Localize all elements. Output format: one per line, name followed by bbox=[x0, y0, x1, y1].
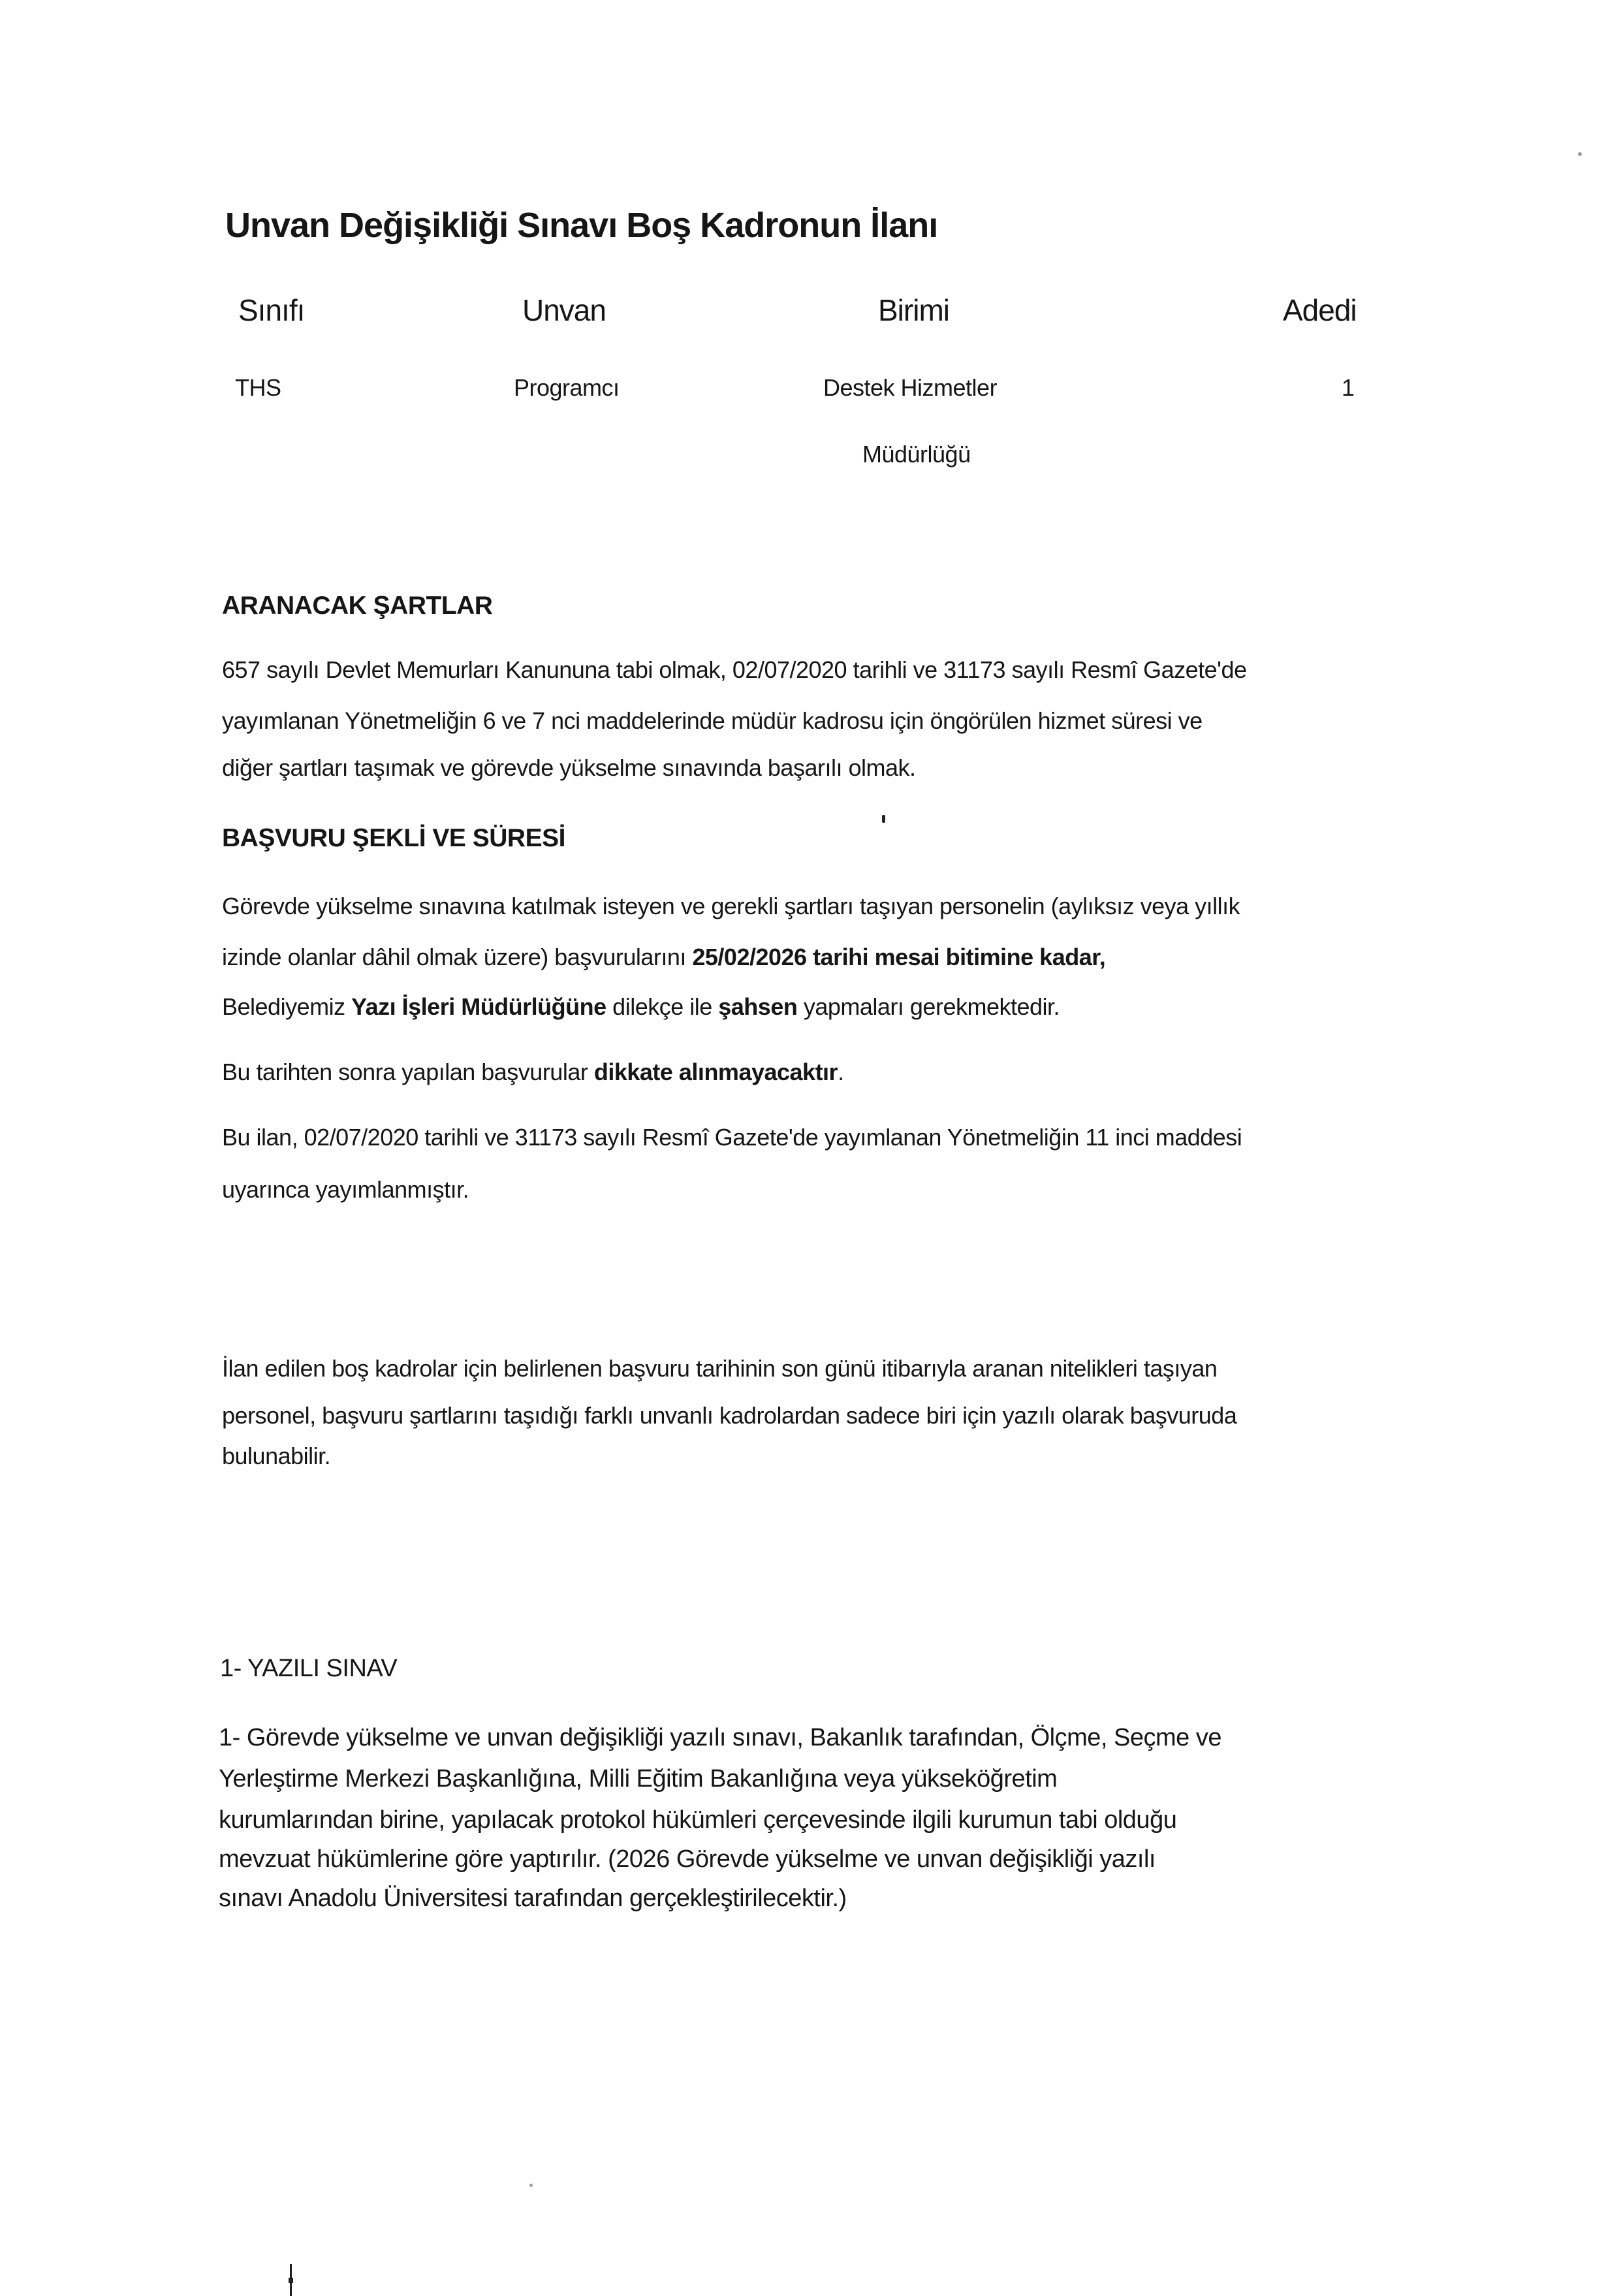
cell-birimi-line2: Müdürlüğü bbox=[862, 441, 971, 468]
text-segment-bold: 25/02/2026 tarihi mesai bitimine kadar, bbox=[692, 944, 1106, 970]
text-segment: yapmaları gerekmektedir. bbox=[797, 993, 1060, 1020]
text-segment: izinde olanlar dâhil olmak üzere) başvurularını bbox=[222, 944, 693, 970]
paragraph-line: diğer şartları taşımak ve görevde yükselme sınavında başarılı olmak. bbox=[222, 754, 916, 781]
paragraph-line: personel, başvuru şartlarını taşıdığı farklı unvanlı kadrolardan sadece biri için yazılı olarak başvuruda bbox=[222, 1402, 1237, 1429]
paragraph-line: mevzuat hükümlerine göre yaptırılır. (2026 Görevde yükselme ve unvan değişikliği yazılı bbox=[219, 1845, 1156, 1873]
cell-birimi-line1: Destek Hizmetler bbox=[823, 374, 998, 401]
cell-adedi: 1 bbox=[1342, 374, 1355, 401]
paragraph-line: sınavı Anadolu Üniversitesi tarafından gerçekleştirilecektir.) bbox=[219, 1885, 847, 1912]
section-heading-aranacak-sartlar: ARANACAK ŞARTLAR bbox=[222, 592, 493, 620]
paragraph-line: 657 sayılı Devlet Memurları Kanununa tabi olmak, 02/07/2020 tarihli ve 31173 sayılı Resmî Gazete'de bbox=[222, 656, 1247, 683]
paragraph-line: yayımlanan Yönetmeliğin 6 ve 7 nci maddelerinde müdür kadrosu için öngörülen hizmet süresi ve bbox=[222, 707, 1203, 734]
text-segment: Belediyemiz bbox=[222, 993, 352, 1020]
paragraph-line bbox=[222, 946, 1105, 969]
page-title: Unvan Değişikliği Sınavı Boş Kadronun İlanı bbox=[225, 206, 938, 245]
paragraph-line bbox=[222, 1060, 844, 1084]
scan-artifact-speck bbox=[529, 2184, 533, 2187]
table-header-adedi: Adedi bbox=[1283, 293, 1357, 327]
text-segment: Bu tarihten sonra yapılan başvurular bbox=[222, 1059, 594, 1085]
cell-unvan: Programcı bbox=[514, 374, 620, 401]
text-segment: . bbox=[838, 1059, 844, 1085]
text-segment-bold: dikkate alınmayacaktır bbox=[593, 1059, 838, 1085]
text-segment-bold: şahsen bbox=[718, 993, 798, 1020]
paragraph-line: uyarınca yayımlanmıştır. bbox=[222, 1176, 469, 1203]
paragraph-line: bulunabilir. bbox=[222, 1443, 331, 1469]
paragraph-line: kurumlarından birine, yapılacak protokol hükümleri çerçevesinde ilgili kurumun tabi olduğu bbox=[219, 1806, 1177, 1834]
paragraph-line: 1- Görevde yükselme ve unvan değişikliği yazılı sınavı, Bakanlık tarafından, Ölçme, Seçme ve bbox=[219, 1724, 1221, 1751]
text-segment-bold: Yazı İşleri Müdürlüğüne bbox=[351, 993, 606, 1020]
scan-artifact-vertical-line-blob bbox=[289, 2278, 293, 2283]
paragraph-line: İlan edilen boş kadrolar için belirlenen başvuru tarihinin son günü itibarıyla aranan nitelikleri taşıyan bbox=[222, 1355, 1218, 1382]
paragraph-line bbox=[222, 995, 1060, 1019]
section-heading-yazili-sinav: 1- YAZILI SINAV bbox=[220, 1655, 398, 1682]
table-header-birimi: Birimi bbox=[878, 293, 949, 327]
paragraph-line: Görevde yükselme sınavına katılmak isteyen ve gerekli şartları taşıyan personelin (aylıksız veya yıllık bbox=[222, 893, 1240, 919]
table-header-unvan: Unvan bbox=[522, 293, 606, 327]
text-segment: dilekçe ile bbox=[606, 993, 719, 1020]
section-heading-basvuru-sekli: BAŞVURU ŞEKLİ VE SÜRESİ bbox=[222, 824, 565, 852]
paragraph-line: Yerleştirme Merkezi Başkanlığına, Milli Eğitim Bakanlığına veya yükseköğretim bbox=[219, 1765, 1058, 1793]
table-header-sinifi: Sınıfı bbox=[238, 293, 305, 327]
paragraph-line: Bu ilan, 02/07/2020 tarihli ve 31173 sayılı Resmî Gazete'de yayımlanan Yönetmeliğin 11 inci maddesi bbox=[222, 1124, 1242, 1151]
scan-artifact-speck bbox=[1578, 152, 1582, 156]
cell-sinifi: THS bbox=[235, 374, 281, 401]
scan-artifact-speck bbox=[882, 815, 885, 823]
